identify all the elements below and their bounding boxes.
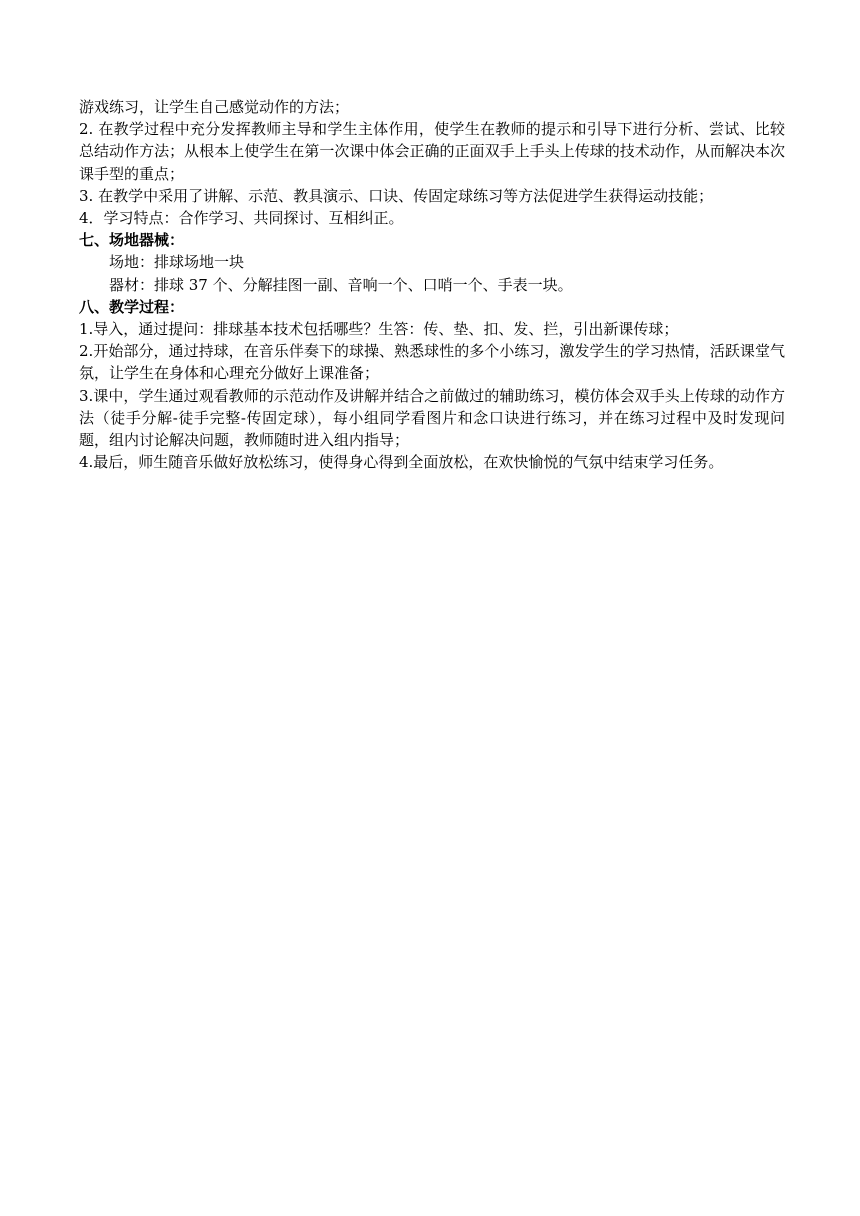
document-page bbox=[79, 96, 785, 473]
section7-heading: 七、场地器械： bbox=[79, 231, 185, 250]
process-item-3: 3.课中，学生通过观看教师的示范动作及讲解并结合之前做过的辅助练习，模仿体会双手头上传球的动作方法（徒手分解-徒手完整-传固定球），每小组同学看图片和念口诀进行练习，并在练习过程中及时发现问题，组内讨论解决问题，教师随时进入组内指导； bbox=[79, 386, 785, 450]
section6-item-3: 3. 在教学中采用了讲解、示范、教具演示、口诀、传固定球练习等方法促进学生获得运动技能； bbox=[79, 186, 714, 205]
section6-item-2: 2. 在教学过程中充分发挥教师主导和学生主体作用，使学生在教师的提示和引导下进行分析、尝试、比较总结动作方法；从根本上使学生在第一次课中体会正确的正面双手上手头上传球的技术动作，从而解决本次课手型的重点； bbox=[79, 120, 785, 183]
process-item-1: 1.导入，通过提问：排球基本技术包括哪些？生答：传、垫、扣、发、拦，引出新课传球； bbox=[79, 320, 679, 339]
process-item-4: 4.最后，师生随音乐做好放松练习，使得身心得到全面放松，在欢快愉悦的气氛中结束学习任务。 bbox=[79, 453, 724, 472]
equipment-line: 器材：排球 37 个、分解挂图一副、音响一个、口哨一个、手表一块。 bbox=[109, 275, 573, 294]
section6-item-4: 4．学习特点：合作学习、共同探讨、互相纠正。 bbox=[79, 209, 404, 228]
section8-heading: 八、教学过程： bbox=[79, 297, 185, 316]
venue-line: 场地：排球场地一块 bbox=[109, 253, 245, 272]
section6-continuation: 游戏练习，让学生自己感觉动作的方法； bbox=[79, 98, 350, 116]
process-item-2: 2.开始部分，通过持球，在音乐伴奏下的球操、熟悉球性的多个小练习，激发学生的学习热情，活跃课堂气氛，让学生在身体和心理充分做好上课准备； bbox=[79, 342, 785, 383]
